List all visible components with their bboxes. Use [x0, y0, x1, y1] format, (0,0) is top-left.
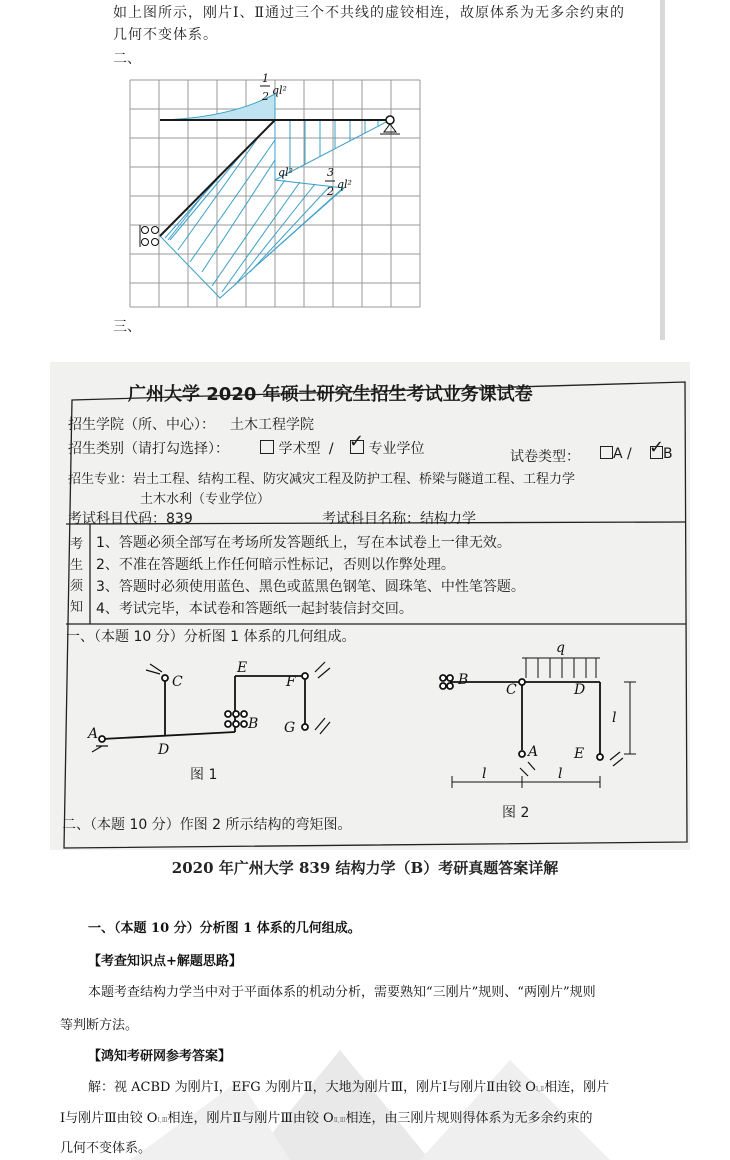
section-two-heading: 二、 [113, 51, 141, 67]
label-three-num: 3 [327, 166, 334, 179]
fig2-caption: 图 2 [502, 805, 530, 821]
academic-label: 学术型 [278, 441, 321, 457]
label-half-var: ql² [272, 84, 287, 97]
solution-text: 相连，刚片 [544, 1080, 610, 1095]
fig1-caption: 图 1 [190, 767, 218, 783]
majors-list: 岩土工程、结构工程、防灾减灾工程及防护工程、桥梁与隧道工程、工程力学 [133, 472, 576, 487]
solution-text: Ⅰ与刚片Ⅲ由铰 O [60, 1111, 158, 1126]
roller-support-left [140, 225, 159, 247]
conclusion-line-2: 几何不变体系。 [113, 27, 218, 43]
reference-heading: 【鸿知考研网参考答案】 [88, 1049, 232, 1064]
solution-text: 解：视 ACBD 为刚片Ⅰ，EFG 为刚片Ⅱ，大地为刚片Ⅲ，刚片Ⅰ与刚片Ⅱ由铰 O [88, 1080, 536, 1095]
paper-type-label: 试卷类型： [510, 449, 580, 465]
professional-option[interactable] [349, 431, 425, 458]
answer-caption: 2020 年广州大学 839 结构力学（B）考研真题答案详解 [171, 859, 559, 877]
paper-b-checkbox[interactable] [649, 437, 665, 459]
fig2-label-l-right: l [558, 766, 563, 782]
fig2-label-q: q [556, 642, 565, 656]
category-label: 招生类别（请打勾选择）： [68, 441, 229, 457]
fig1-label-e: E [237, 660, 248, 676]
notice-item: 1、答题必须全部写在考场所发答题纸上，写在本试卷上一律无效。 [96, 535, 511, 551]
top-scan-page [0, 0, 665, 340]
fig2-label-l-vertical: l [612, 710, 617, 726]
fig2-label-e: E [574, 746, 585, 762]
subscript: Ⅰ,Ⅱ [535, 1086, 545, 1093]
fig1-label-g: G [284, 720, 296, 736]
notice-side-label [70, 534, 86, 618]
fig2-label-c: C [506, 682, 517, 698]
exam-paper-scan [50, 362, 690, 850]
notice-char-1: 考 [70, 537, 84, 552]
major-line-1 [68, 468, 575, 487]
notice-item: 2、不准在答题纸上作任何暗示性标记，否则以作弊处理。 [96, 557, 455, 573]
subject-name-row [322, 508, 476, 528]
answer-q1-heading: 一、（本题 10 分）分析图 1 体系的几何组成。 [88, 921, 361, 936]
fig1-label-b: B [248, 716, 259, 732]
fig2-label-b: B [458, 672, 469, 688]
solution-line-3: 几何不变体系。 [60, 1141, 152, 1156]
moment-diagram [0, 0, 660, 340]
notice-item: 4、考试完毕，本试卷和答题纸一起封装信封交回。 [96, 601, 413, 617]
solution-text: 相连，由三刚片规则得体系为无多余约束的 [345, 1111, 593, 1126]
question-one: 一、（本题 10 分）分析图 1 体系的几何组成。 [66, 629, 356, 645]
notice-char-4: 知 [70, 600, 84, 615]
label-three-den: 2 [327, 185, 334, 198]
fig2-label-d: D [574, 682, 586, 698]
exam-title: 广州大学 2020 年硕士研究生招生考试业务课试卷 [128, 384, 533, 405]
label-half-num: 1 [262, 72, 269, 85]
label-half-den: 2 [262, 90, 269, 103]
academic-option[interactable]: 学术型 / [260, 438, 338, 458]
solution-text: 相连，刚片Ⅱ与刚片Ⅲ由铰 O [167, 1111, 334, 1126]
code-value: 839 [166, 511, 193, 527]
paper-b-label: B [663, 446, 673, 462]
paper-type-b[interactable] [649, 437, 673, 462]
check-mark-icon: ✓ [349, 431, 365, 452]
notice-char-3: 须 [70, 579, 84, 594]
notice-item: 3、答题时必须使用蓝色、黑色或蓝黑色钢笔、圆珠笔、中性笔答题。 [96, 579, 525, 595]
professional-label: 专业学位 [368, 441, 425, 457]
pin-support-right [380, 116, 400, 134]
notice-char-2: 生 [70, 558, 84, 573]
paper-a-label: A [613, 446, 623, 462]
fig1-label-d: D [158, 742, 170, 758]
subscript: Ⅱ,Ⅲ [333, 1117, 346, 1124]
solution-line-2 [60, 1107, 593, 1126]
structure-figures [50, 642, 690, 822]
notice-list [96, 532, 525, 620]
subject-code-row [68, 508, 193, 528]
professional-checkbox[interactable] [349, 431, 365, 454]
subject-value: 结构力学 [420, 511, 476, 527]
subject-label: 考试科目名称： [322, 511, 420, 527]
fig2-label-a: A [528, 744, 539, 760]
fig1-label-a: A [88, 726, 99, 742]
paper-type-a[interactable]: A / [600, 446, 632, 462]
solution-line-1 [88, 1076, 609, 1095]
academic-checkbox[interactable] [260, 440, 274, 454]
conclusion-line-1: 如上图所示，刚片Ⅰ、Ⅱ通过三个不共线的虚铰相连，故原体系为无多余约束的 [113, 5, 626, 21]
subscript: Ⅰ,Ⅲ [157, 1117, 168, 1124]
fig1-label-c: C [172, 674, 183, 690]
figure-2 [440, 658, 636, 788]
knowledge-text-1: 本题考查结构力学当中对于平面体系的机动分析，需要熟知“三刚片”规则、“两刚片”规则 [88, 985, 596, 1000]
label-three-var: ql² [337, 178, 352, 191]
fig2-label-l-left: l [482, 766, 487, 782]
paper-a-checkbox[interactable] [600, 446, 613, 459]
code-label: 考试科目代码： [68, 511, 166, 527]
check-mark-icon: ✓ [649, 437, 665, 458]
label-ql2: ql² [278, 166, 293, 179]
major-label: 招生专业： [68, 472, 134, 487]
college-value: 土木工程学院 [230, 417, 314, 433]
college-label: 招生学院（所、中心）： [68, 417, 215, 433]
question-two: 二、（本题 10 分）作图 2 所示结构的弯矩图。 [62, 817, 352, 833]
knowledge-heading: 【考查知识点+解题思路】 [88, 954, 242, 969]
scan-edge-shadow [660, 0, 665, 340]
majors-line-2: 土木水利（专业学位） [140, 492, 271, 507]
knowledge-text-2: 等判断方法。 [60, 1018, 139, 1033]
section-three-heading: 三、 [113, 319, 141, 335]
fig1-label-f: F [286, 674, 296, 690]
